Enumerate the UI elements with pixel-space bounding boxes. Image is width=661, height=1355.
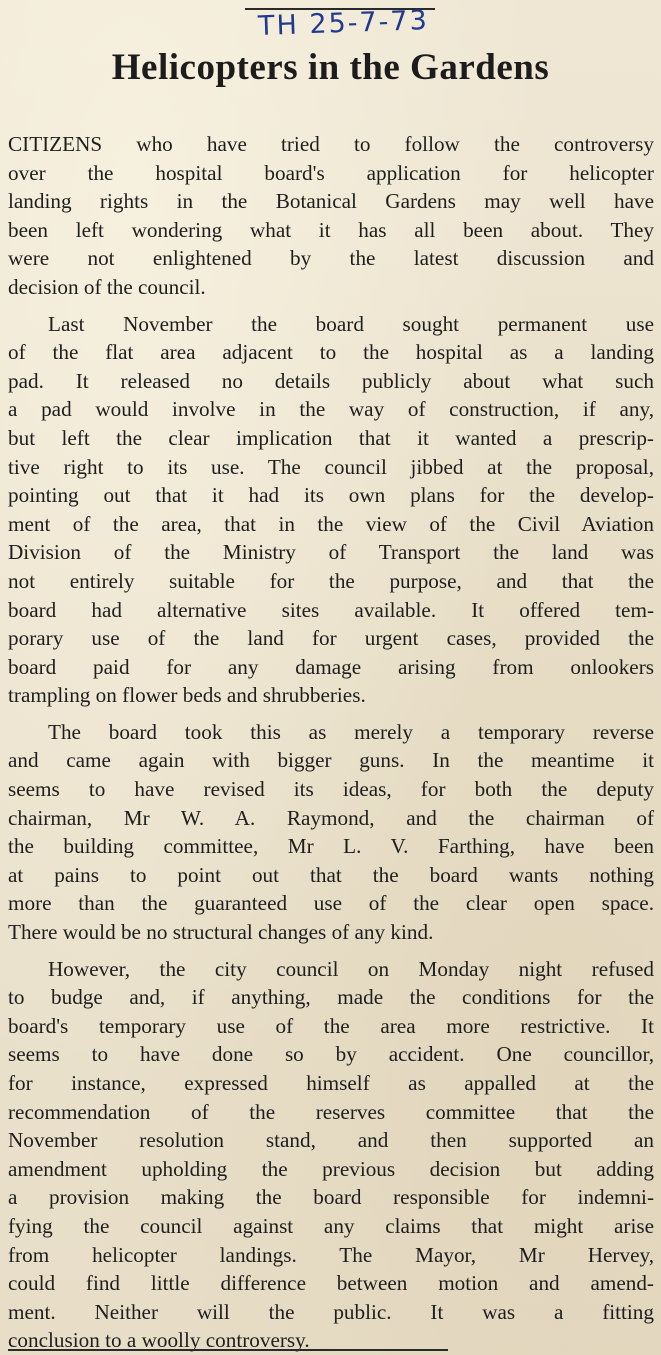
text-line: the building committee, Mr L. V. Farthing, have been	[8, 834, 654, 859]
text-line: recommendation of the reserves committee that the	[8, 1099, 654, 1124]
text-line: pad. It released no details publicly about what such	[8, 368, 654, 393]
text-line: However, the city council on Monday night refused	[48, 956, 654, 981]
handwritten-date-annotation: TH 25-7-73	[257, 5, 430, 42]
text-line: a pad would involve in the way of construction, if any,	[8, 397, 654, 422]
text-line: for instance, expressed himself as appalled at the	[8, 1071, 654, 1095]
text-line: seems to have revised its ideas, for both the deputy	[8, 777, 654, 802]
text-line: ment. Neither will the public. It was a fitting	[8, 1299, 654, 1324]
text-line: board had alternative sites available. It offered tem-	[8, 597, 654, 622]
text-line: were not enlightened by the latest discussion and	[8, 246, 654, 271]
text-line: The board took this as merely a temporary reverse	[48, 719, 654, 744]
text-line: board's temporary use of the area more restrictive. It	[8, 1013, 654, 1038]
paragraph-4	[8, 955, 654, 1355]
text-line: board paid for any damage arising from onlookers	[8, 654, 654, 679]
text-line: conclusion to a woolly controversy.	[8, 1328, 310, 1353]
text-line: Division of the Ministry of Transport the land was	[8, 540, 654, 565]
text-line: chairman, Mr W. A. Raymond, and the chairman of	[8, 805, 654, 830]
text-line: more than the guaranteed use of the clear open space.	[8, 891, 654, 916]
text-line: seems to have done so by accident. One councillor,	[8, 1042, 654, 1067]
text-line: fying the council against any claims that might arise	[8, 1213, 654, 1238]
text-line: decision of the council.	[8, 274, 206, 299]
text-line: to budge and, if anything, made the conditions for the	[8, 985, 654, 1010]
text-line: at pains to point out that the board wants nothing	[8, 862, 654, 887]
text-line: amendment upholding the previous decision but adding	[8, 1156, 654, 1181]
text-line: but left the clear implication that it wanted a prescrip-	[8, 425, 654, 450]
paragraph-1	[8, 130, 654, 302]
text-line: tive right to its use. The council jibbed at the proposal,	[8, 454, 654, 479]
paragraph-2	[8, 310, 654, 710]
paragraph-3	[8, 718, 654, 947]
text-line: and came again with bigger guns. In the meantime it	[8, 748, 654, 773]
text-line: could find little difference between motion and amend-	[8, 1271, 654, 1296]
text-line: landing rights in the Botanical Gardens may well have	[8, 189, 654, 214]
text-line: porary use of the land for urgent cases, provided the	[8, 626, 654, 651]
text-line: of the flat area adjacent to the hospital as a landing	[8, 340, 654, 365]
bottom-rule	[8, 1349, 448, 1351]
text-line: CITIZENS who have tried to follow the controversy	[8, 132, 654, 156]
text-line: pointing out that it had its own plans for the develop-	[8, 483, 654, 508]
text-line: ment of the area, that in the view of the Civil Aviation	[8, 511, 654, 536]
headline: Helicopters in the Gardens	[111, 47, 550, 88]
text-line: November resolution stand, and then supported an	[8, 1128, 654, 1153]
text-line: There would be no structural changes of any kind.	[8, 920, 434, 945]
text-line: been left wondering what it has all been about. They	[8, 217, 654, 242]
text-line: not entirely suitable for the purpose, and that the	[8, 568, 654, 593]
text-line: trampling on flower beds and shrubberies.	[8, 683, 366, 708]
text-line: from helicopter landings. The Mayor, Mr Hervey,	[8, 1242, 654, 1267]
text-line: a provision making the board responsible for indemni-	[8, 1185, 654, 1210]
text-line: Last November the board sought permanent use	[48, 311, 654, 336]
text-line: over the hospital board's application for helicopter	[8, 160, 654, 185]
article-body	[8, 130, 654, 1355]
